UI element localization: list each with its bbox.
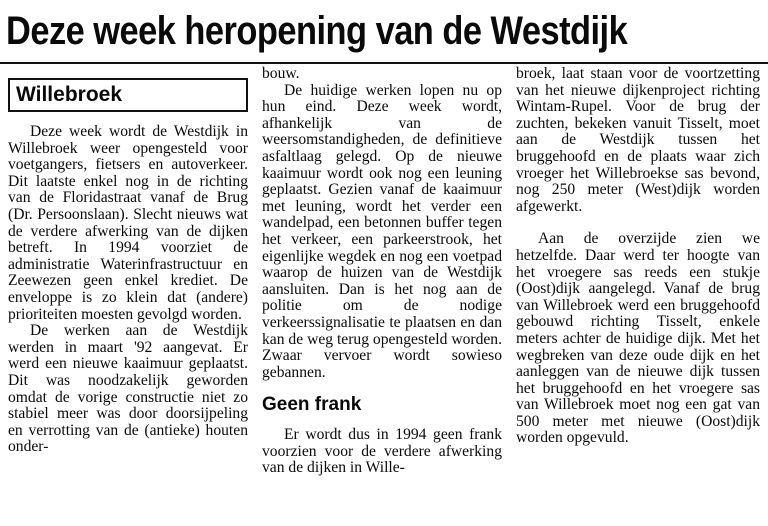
column-1 [8,66,248,456]
headline-rule [0,62,768,64]
paragraph: De werken aan de Westdijk werden in maart '92 aangevat. Er werd een nieuwe kaaimuur geplaatst. Dit was noodzakelijk geworden omdat de vorige constructie niet zo stabiel meer was door doorsijpeling en verrotting van de (antieke) houten onder- [8,322,248,456]
headline: Deze week heropening van de Westdijk [6,9,628,53]
column-2 [262,66,502,477]
column-3 [516,66,760,447]
paragraph: Aan de overzijde zien we hetzelfde. Daar werd ter hoogte van het vroegere sas reeds een stukje (Oost)dijk aangelegd. Vanaf de brug van Willebroek werd een bruggehoofd gebouwd richting Tisselt, enkele meters achter de huidige dijk. Met het wegbreken van deze oude dijk en het aanleggen van de nieuwe dijk tussen het bruggehoofd en het vroegere sas van Willebroek moet nog een gat van 500 meter met nieuwe (Oost)dijk worden opgevuld. [516,230,760,447]
paragraph: De huidige werken lopen nu op hun eind. Deze week wordt, afhankelijk van de weersomstandigheden, de definitieve asfaltlaag gelegd. Op de nieuwe kaaimuur wordt ook nog een leuning geplaatst. Gezien vanaf de kaaimuur met leuning, wordt het verder een wandelpad, een betonnen buffer tegen het verkeer, een parkeerstrook, het eigenlijke wegdek en nog een voetpad waarop de huizen van de Westdijk aansluiten. Dan is het nog aan de politie om de nodige verkeerssignalisatie te plaatsen en dan kan de weg terug opengesteld worden. Zwaar vervoer wordt sowieso gebannen. [262,81,502,381]
paragraph: Deze week wordt de Westdijk in Willebroek weer opengesteld voor voetgangers, fietsers en autoverkeer. Dit laatste enkel nog in de richting van de Floridastraat vanaf de Brug (Dr. Persoonslaan). Slecht nieuws wat de verdere afwerking van de dijken betreft. In 1994 voorziet de administratie Waterinfrastructuur en Zeewezen geen enkel krediet. De enveloppe is zo klein dat (andere) prioriteiten moesten gevolgd worden. [8,123,248,323]
place-label: Willebroek [8,78,248,112]
paragraph: broek, laat staan voor de voortzetting van het nieuwe dijkenproject richting Wintam-Rupel. Voor de brug der zuchten, bekeken vanuit Tisselt, moet aan de Westdijk tussen het bruggehoofd en de plaats waar zich vroeger het Willebroekse sas bevond, nog 250 meter (West)dijk worden afgewerkt. [516,65,760,215]
subheading: Geen frank [262,394,362,416]
continued-text: bouw. [262,65,300,82]
paragraph: Er wordt dus in 1994 geen frank voorzien voor de verdere afwerking van de dijken in Wille- [262,426,502,477]
